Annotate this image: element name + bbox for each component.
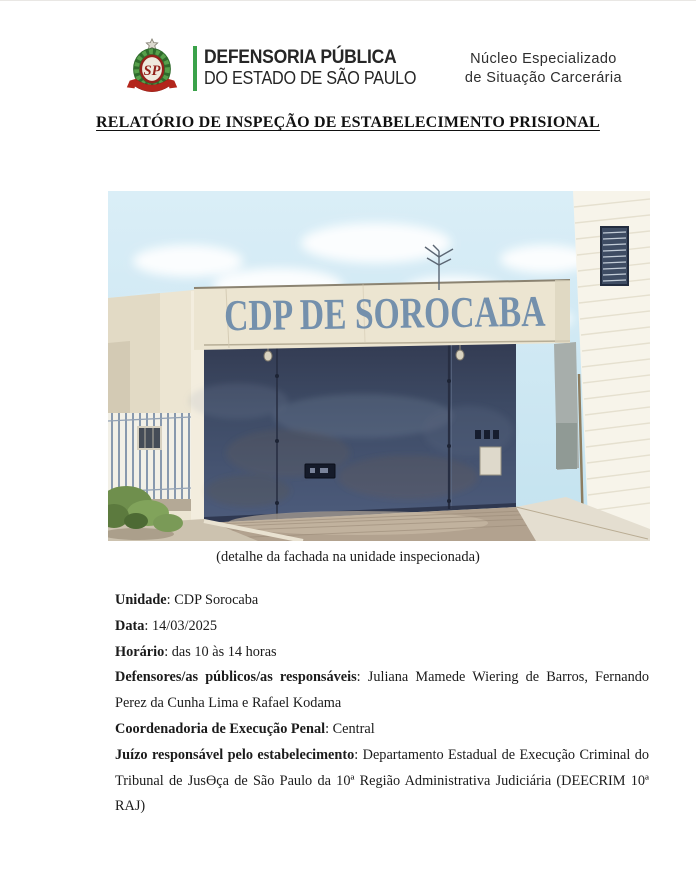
- facade-sign-band: [194, 280, 582, 350]
- main-gate: [188, 341, 516, 523]
- field-data: Data: 14/03/2025: [115, 617, 218, 634]
- document-header: [117, 37, 622, 99]
- field-separator: :: [164, 643, 172, 660]
- field-defensores: Defensores/as públicos/as responsáveis: Juliana Mamede Wiering de Barros, Fernando Perez da Cunha Lima e Rafael Kodama: [115, 669, 650, 712]
- facade-photo: [108, 191, 650, 541]
- org-name-line1: DEFENSORIA PÚBLICA: [204, 46, 397, 69]
- field-unidade: Unidade: CDP Sorocaba: [115, 592, 259, 608]
- field-separator: :: [356, 669, 368, 686]
- logo-divider-bar: [193, 46, 197, 91]
- field-value: Juliana Mamede Wiering de Barros, Fernando Perez da Cunha Lima e Rafael Kodama: [115, 669, 650, 712]
- field-coordenadoria: Coordenadoria de Execução Penal: Central: [115, 720, 375, 737]
- facade-photo-graphic: [108, 191, 650, 541]
- field-value: Central: [332, 720, 375, 737]
- field-separator: :: [144, 617, 152, 634]
- header-unit-line2: de Situação Carcerária: [464, 69, 622, 86]
- sp-coat-of-arms-icon: [117, 37, 187, 99]
- header-unit-line1: Núcleo Especializado: [470, 51, 617, 67]
- field-value: das 10 às 14 horas: [171, 643, 277, 660]
- gate-plaque: [305, 464, 335, 478]
- field-value: CDP Sorocaba: [174, 592, 259, 608]
- logo-monogram: SP: [143, 62, 161, 79]
- field-separator: :: [354, 746, 363, 763]
- barred-window: [138, 427, 161, 449]
- header-unit-name: [465, 50, 622, 88]
- photo-caption: (detalhe da fachada na unidade inspecionada): [216, 549, 480, 565]
- field-juizo: Juízo responsável pelo estabelecimento: Departamento Estadual de Execução Criminal do Tribunal de JusƟça de São Paulo da 10ª Região Administrativa Judiciária (DEECRIM 10ª RAJ): [115, 746, 649, 815]
- louver-window: [601, 227, 628, 285]
- field-value: Departamento Estadual de Execução Criminal do Tribunal de JusƟça de São Paulo da 10ª Região Administrativa Judiciária (DEECRIM 10ª RAJ): [115, 746, 649, 815]
- org-name: [204, 47, 416, 88]
- field-separator: :: [325, 720, 333, 737]
- defensoria-logo-group: [117, 37, 440, 99]
- field-separator: :: [166, 592, 175, 608]
- report-fields: [115, 588, 649, 820]
- facade-sign-text: CDP DE SOROCABA: [223, 286, 582, 340]
- field-value: 14/03/2025: [151, 617, 218, 634]
- report-title: RELATÓRIO DE INSPEÇÃO DE ESTABELECIMENTO PRISIONAL: [96, 114, 600, 131]
- field-horario: Horário: das 10 às 14 horas: [115, 643, 277, 660]
- org-name-line2: DO ESTADO DE SÃO PAULO: [204, 67, 417, 88]
- gray-wall-strip: [554, 342, 579, 470]
